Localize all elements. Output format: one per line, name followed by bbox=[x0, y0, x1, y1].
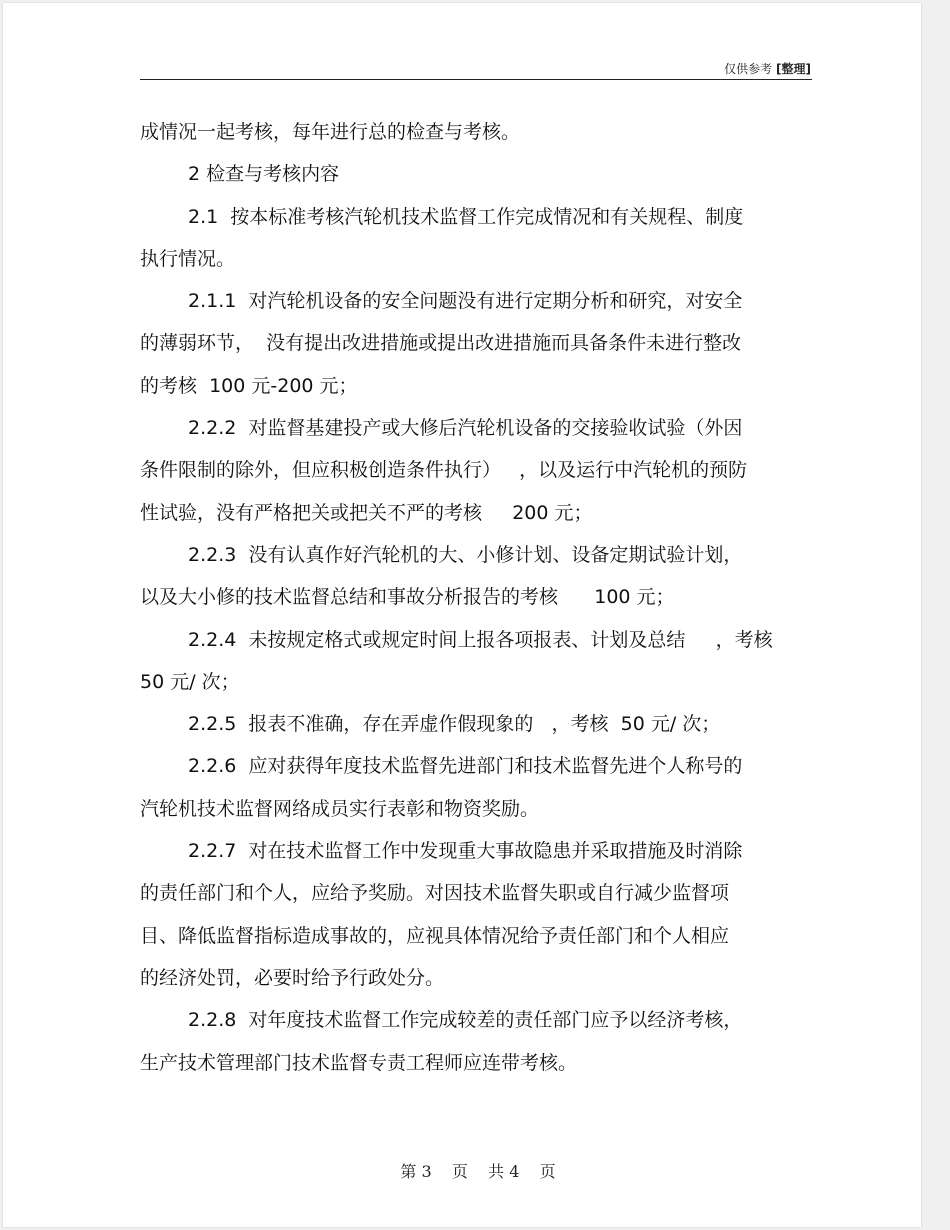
text-line: 2.2.7 对在技术监督工作中发现重大事故隐患并采取措施及时消除 bbox=[188, 840, 743, 863]
header-label: 仅供参考 bbox=[724, 62, 773, 76]
text-line: 2.2.2 对监督基建投产或大修后汽轮机设备的交接验收试验（外因 bbox=[188, 417, 743, 440]
document-page bbox=[3, 3, 921, 1227]
text-line: 2.2.8 对年度技术监督工作完成较差的责任部门应予以经济考核， bbox=[188, 1009, 743, 1032]
footer-page-unit: 页 bbox=[451, 1162, 468, 1181]
text-line: 2.1.1 对汽轮机设备的安全问题没有进行定期分析和研究，对安全 bbox=[188, 290, 743, 313]
body-text bbox=[140, 111, 812, 1084]
text-line: 执行情况。 bbox=[140, 247, 236, 270]
text-line: 条件限制的除外，但应积极创造条件执行） ，以及运行中汽轮机的预防 bbox=[140, 459, 748, 482]
header-divider bbox=[140, 79, 812, 80]
text-line: 的经济处罚，必要时给予行政处分。 bbox=[140, 966, 445, 989]
footer-total-prefix: 共 bbox=[488, 1162, 505, 1181]
text-line: 2 检查与考核内容 bbox=[188, 163, 340, 186]
footer-total-unit: 页 bbox=[539, 1162, 556, 1181]
text-line: 的责任部门和个人，应给予奖励。对因技术监督失职或自行减少监督项 bbox=[140, 882, 730, 905]
header-tag: [整理] bbox=[776, 62, 811, 76]
text-line: 以及大小修的技术监督总结和事故分析报告的考核 100 元； bbox=[140, 586, 675, 609]
footer-page-number: 3 bbox=[421, 1162, 432, 1181]
page-header bbox=[724, 60, 811, 77]
text-line: 目、降低监督指标造成事故的，应视具体情况给予责任部门和个人相应 bbox=[140, 924, 730, 947]
text-line: 性试验，没有严格把关或把关不严的考核 200 元； bbox=[140, 501, 593, 524]
text-line: 成情况一起考核，每年进行总的检查与考核。 bbox=[140, 121, 521, 143]
text-line: 2.1 按本标准考核汽轮机技术监督工作完成情况和有关规程、制度 bbox=[188, 205, 744, 228]
footer-total-pages: 4 bbox=[509, 1162, 520, 1181]
text-line: 2.2.4 未按规定格式或规定时间上报各项报表、计划及总结 ，考核 bbox=[188, 628, 773, 651]
text-line: 50 元/ 次； bbox=[140, 670, 240, 693]
footer-prefix: 第 bbox=[400, 1162, 417, 1181]
text-line: 汽轮机技术监督网络成员实行表彰和物资奖励。 bbox=[140, 797, 540, 820]
text-line: 的薄弱环节， 没有提出改进措施或提出改进措施而具备条件未进行整改 bbox=[140, 332, 742, 355]
text-line: 2.2.5 报表不准确，存在弄虚作假现象的 ，考核 50 元/ 次； bbox=[188, 713, 721, 736]
text-line: 的考核 100 元-200 元； bbox=[140, 374, 358, 397]
text-line: 2.2.3 没有认真作好汽轮机的大、小修计划、设备定期试验计划， bbox=[188, 543, 743, 566]
page-footer bbox=[3, 1159, 950, 1182]
text-line: 生产技术管理部门技术监督专责工程师应连带考核。 bbox=[140, 1051, 578, 1074]
text-line: 2.2.6 应对获得年度技术监督先进部门和技术监督先进个人称号的 bbox=[188, 755, 743, 778]
